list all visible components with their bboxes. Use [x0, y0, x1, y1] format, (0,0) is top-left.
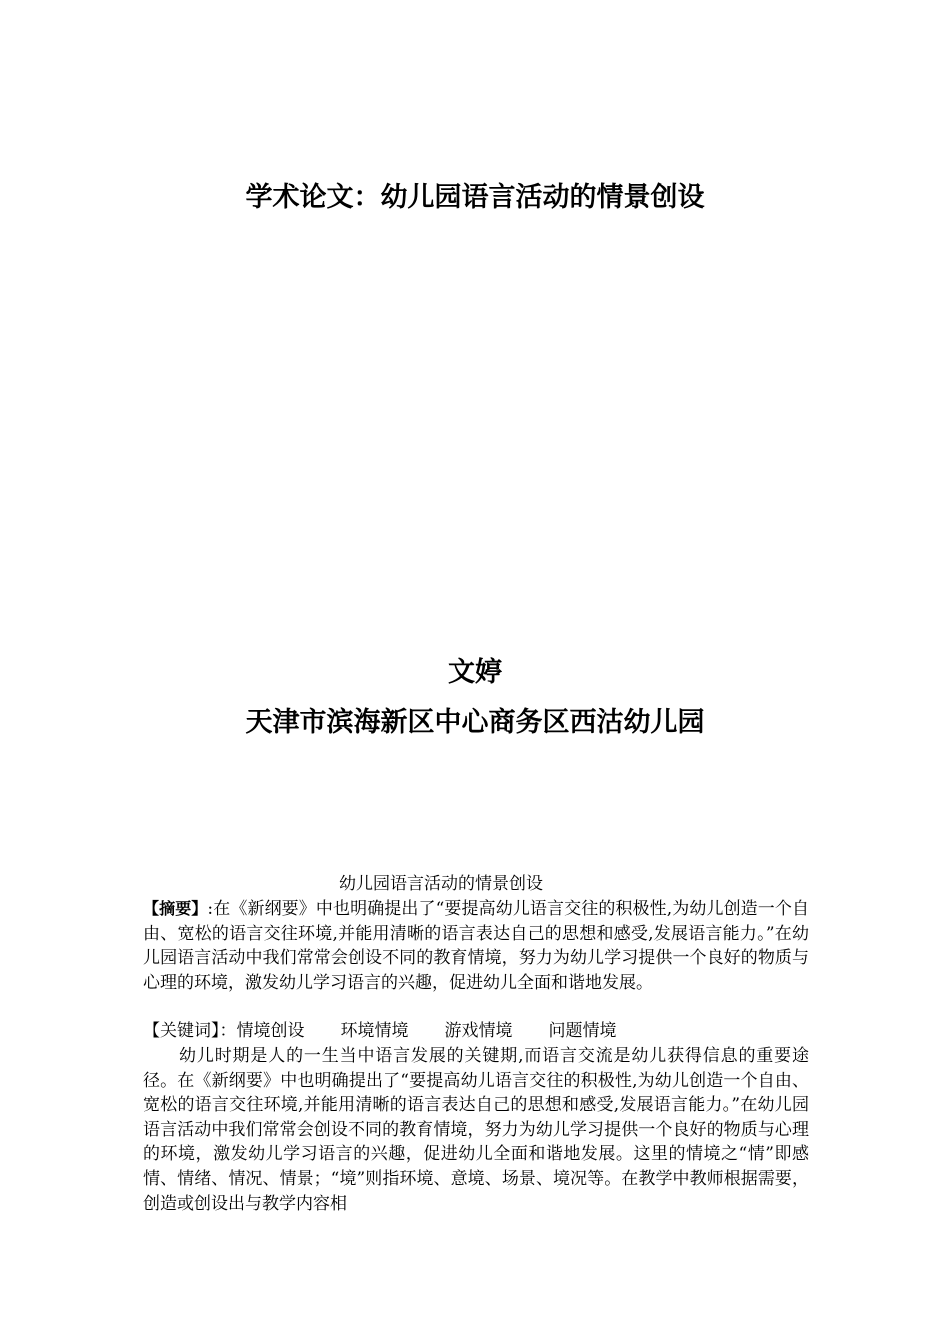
keyword-item: 问题情境	[548, 1021, 617, 1041]
intro-paragraph: 幼儿时期是人的一生当中语言发展的关键期,而语言交流是幼儿获得信息的重要途径。在《新纲要》中也明确提出了“要提高幼儿语言交往的积极性,为幼儿创造一个自由、宽松的语言交往环境,并能用清晰的语言表达自己的思想和感受,发展语言能力。”在幼儿园语言活动中我们常常会创设不同的教育情境，努力为幼儿学习提供一个良好的物质与心理的环境，激发幼儿学习语言的兴趣，促进幼儿全面和谐地发展。这里的情境之“情”即感情、情绪、情况、情景；“境”则指环境、意境、场景、境况等。在教学中教师根据需要，创造或创设出与教学内容相	[143, 1046, 809, 1214]
author-affiliation: 天津市滨海新区中心商务区西沽幼儿园	[245, 707, 705, 738]
keyword-item: 游戏情境	[444, 1021, 513, 1041]
keyword-item: 情境创设	[236, 1021, 305, 1041]
keywords-line	[143, 1019, 809, 1044]
keyword-item: 环境情境	[340, 1021, 409, 1041]
page-title: 学术论文：幼儿园语言活动的情景创设	[245, 182, 705, 213]
abstract-paragraph	[143, 897, 809, 995]
paper-subtitle: 幼儿园语言活动的情景创设	[339, 874, 543, 894]
abstract-label: 【摘要】	[143, 899, 208, 918]
abstract-text: :在《新纲要》中也明确提出了“要提高幼儿语言交往的积极性,为幼儿创造一个自由、宽松的语言交往环境,并能用清晰的语言表达自己的思想和感受,发展语言能力。”在幼儿园语言活动中我们常常会创设不同的教育情境，努力为幼儿学习提供一个良好的物质与心理的环境，激发幼儿学习语言的兴趣，促进幼儿全面和谐地发展。	[143, 899, 809, 993]
author-name: 文婷	[448, 657, 502, 688]
keywords-label: 【关键词】：	[143, 1021, 237, 1041]
